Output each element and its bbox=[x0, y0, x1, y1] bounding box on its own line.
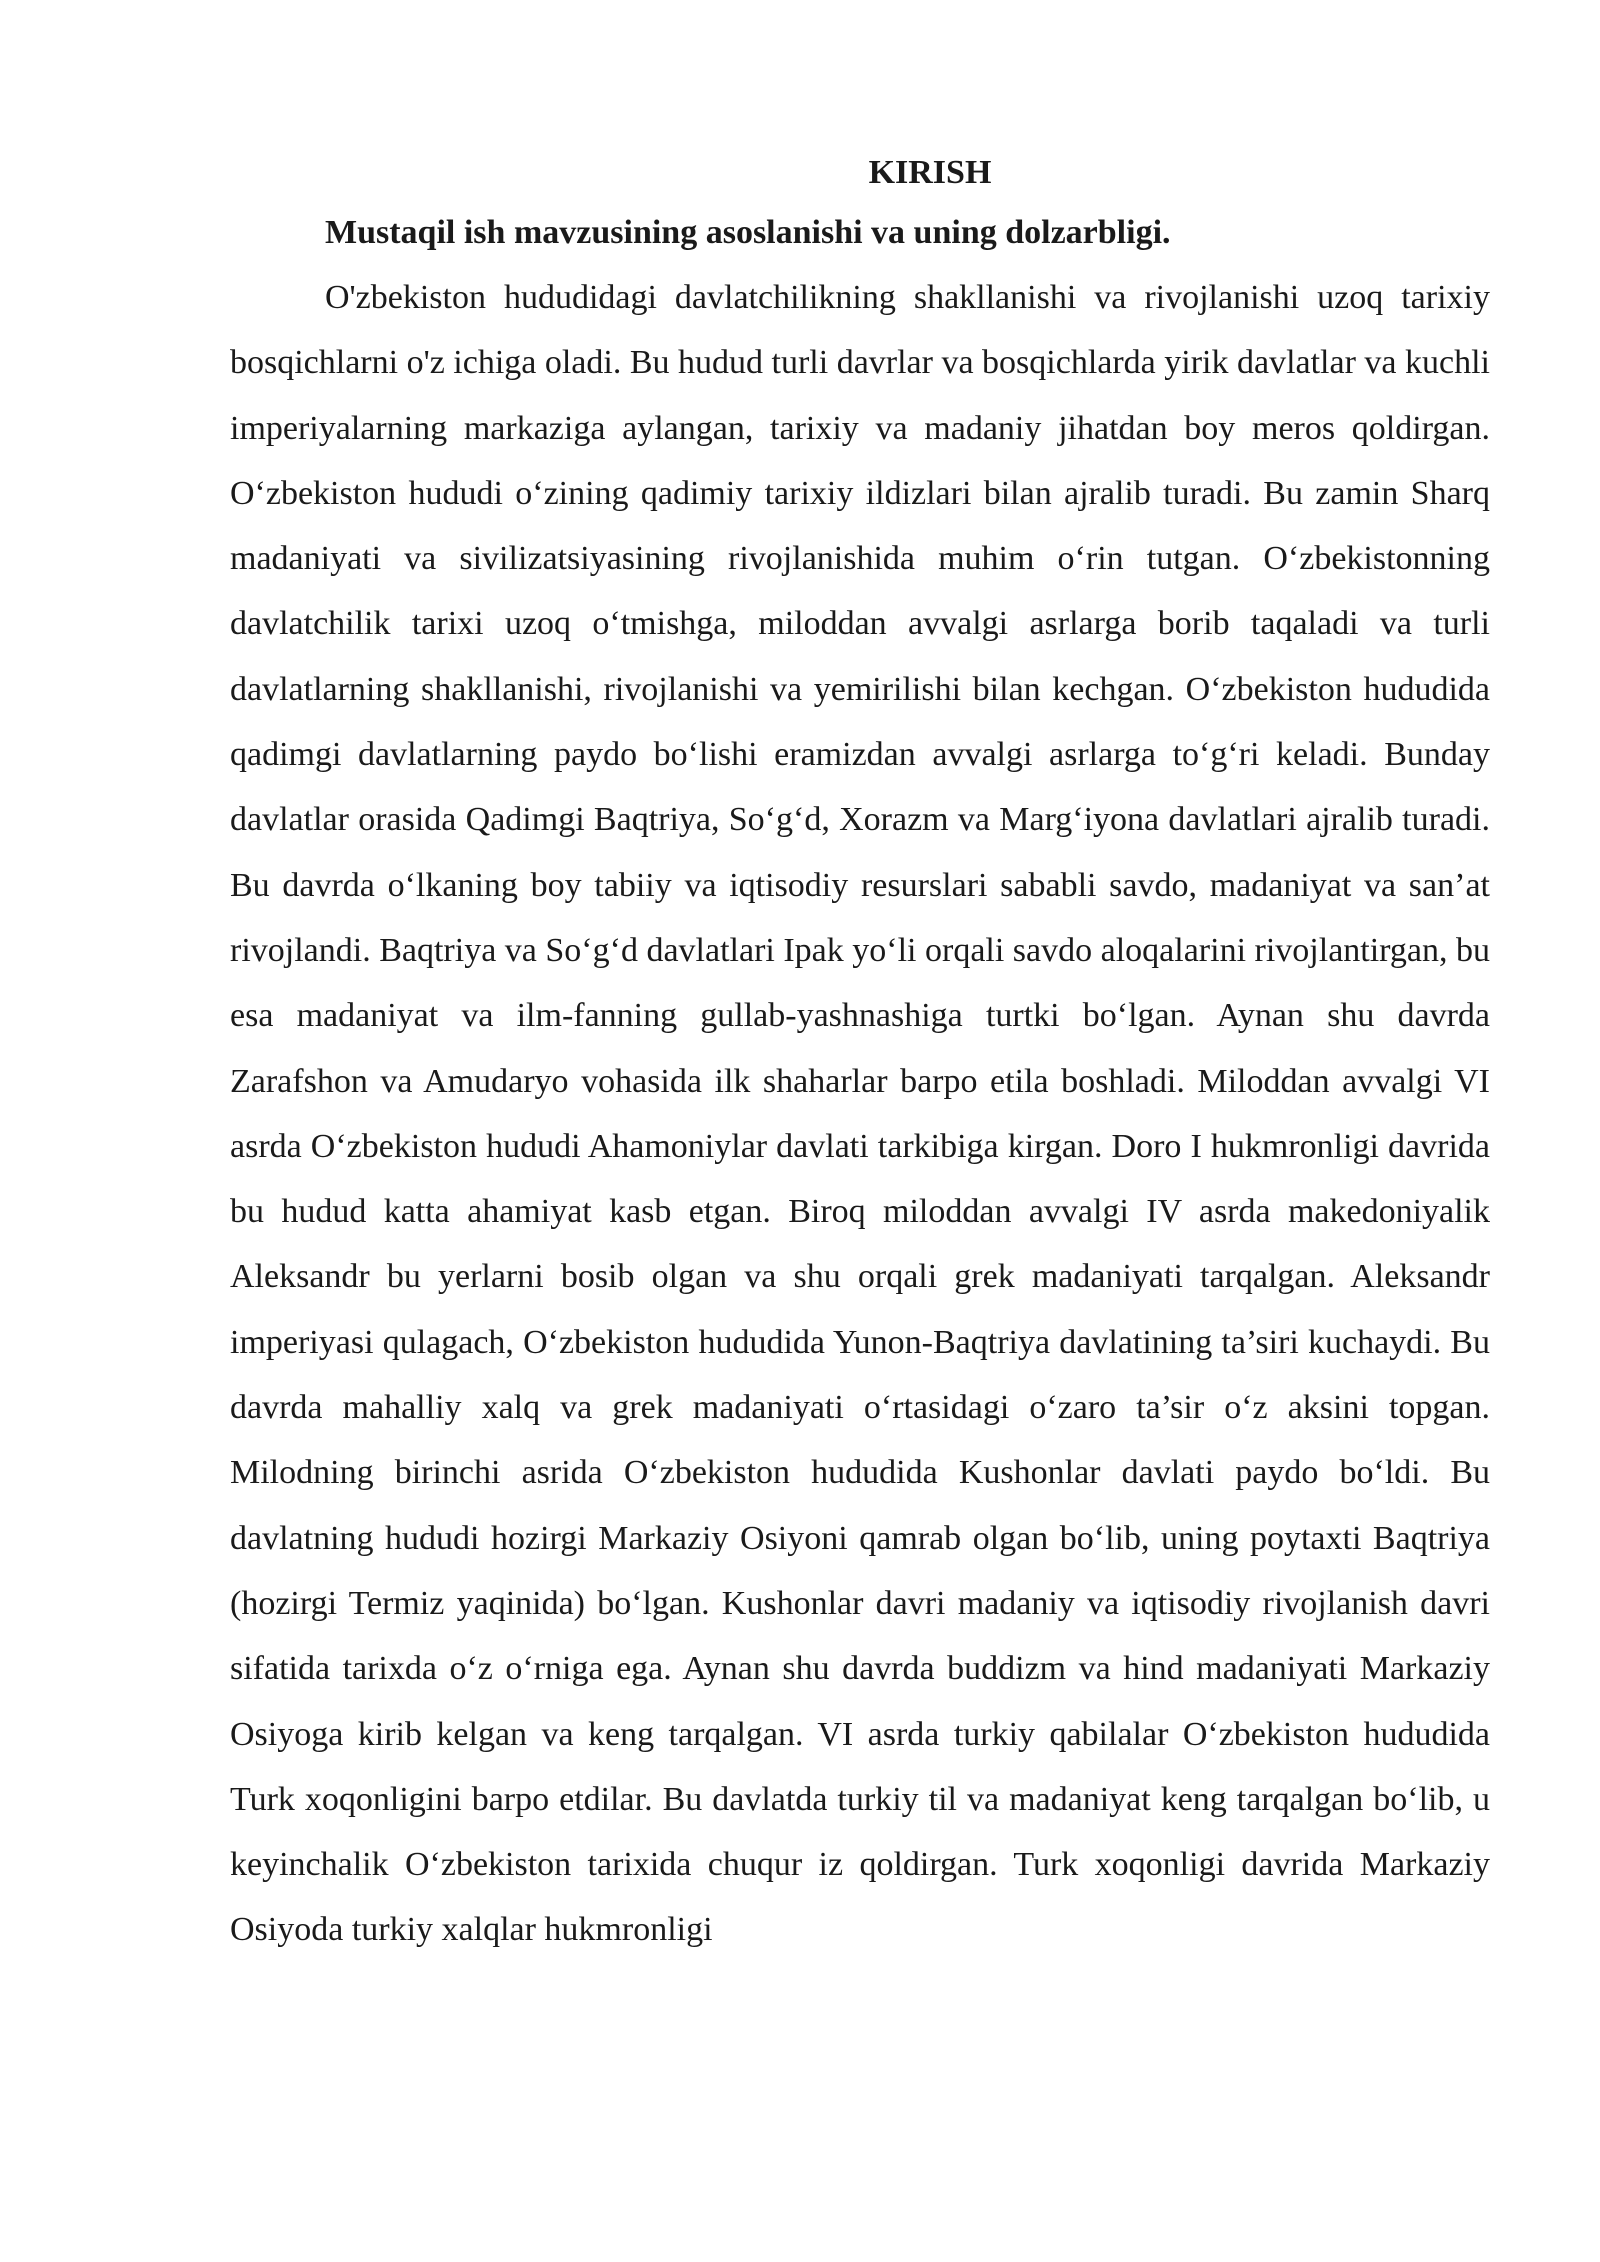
document-content bbox=[230, 145, 1490, 1963]
document-title: KIRISH bbox=[868, 154, 992, 191]
document-subtitle: Mustaqil ish mavzusining asoslanishi va uning dolzarbligi. bbox=[325, 214, 1171, 251]
body-paragraph: O'zbekiston hududidagi davlatchilikning shakllanishi va rivojlanishi uzoq tarixiy bosqichlarni o'z ichiga oladi. Bu hudud turli davrlar va bosqichlarda yirik davlatlar va kuchli imperiyalarning markaziga aylangan, tarixiy va madaniy jihatdan boy meros qoldirgan. O‘zbekiston hududi o‘zining qadimiy tarixiy ildizlari bilan ajralib turadi. Bu zamin Sharq madaniyati va sivilizatsiyasining rivojlanishida muhim o‘rin tutgan. O‘zbekistonning davlatchilik tarixi uzoq o‘tmishga, miloddan avvalgi asrlarga borib taqaladi va turli davlatlarning shakllanishi, rivojlanishi va yemirilishi bilan kechgan. O‘zbekiston hududida qadimgi davlatlarning paydo bo‘lishi eramizdan avvalgi asrlarga to‘g‘ri keladi. Bunday davlatlar orasida Qadimgi Baqtriya, So‘g‘d, Xorazm va Marg‘iyona davlatlari ajralib turadi. Bu davrda o‘lkaning boy tabiiy va iqtisodiy resurslari sababli savdo, madaniyat va san’at rivojlandi. Baqtriya va So‘g‘d davlatlari Ipak yo‘li orqali savdo aloqalarini rivojlantirgan, bu esa madaniyat va ilm-fanning gullab-yashnashiga turtki bo‘lgan. Aynan shu davrda Zarafshon va Amudaryo vohasida ilk shaharlar barpo etila boshladi. Miloddan avvalgi VI asrda O‘zbekiston hududi Ahamoniylar davlati tarkibiga kirgan. Doro I hukmronligi davrida bu hudud katta ahamiyat kasb etgan. Biroq miloddan avvalgi IV asrda makedoniyalik Aleksandr bu yerlarni bosib olgan va shu orqali grek madaniyati tarqalgan. Aleksandr imperiyasi qulagach, O‘zbekiston hududida Yunon-Baqtriya davlatining ta’siri kuchaydi. Bu davrda mahalliy xalq va grek madaniyati o‘rtasidagi o‘zaro ta’sir o‘z aksini topgan. Milodning birinchi asrida O‘zbekiston hududida Kushonlar davlati paydo bo‘ldi. Bu davlatning hududi hozirgi Markaziy Osiyoni qamrab olgan bo‘lib, uning poytaxti Baqtriya (hozirgi Termiz yaqinida) bo‘lgan. Kushonlar davri madaniy va iqtisodiy rivojlanish davri sifatida tarixda o‘z o‘rniga ega. Aynan shu davrda buddizm va hind madaniyati Markaziy Osiyoga kirib kelgan va keng tarqalgan. VI asrda turkiy qabilalar O‘zbekiston hududida Turk xoqonligini barpo etdilar. Bu davlatda turkiy til va madaniyat keng tarqalgan bo‘lib, u keyinchalik O‘zbekiston tarixida chuqur iz qoldirgan. Turk xoqonligi davrida Markaziy Osiyoda turkiy xalqlar hukmronligi bbox=[230, 279, 1490, 1949]
